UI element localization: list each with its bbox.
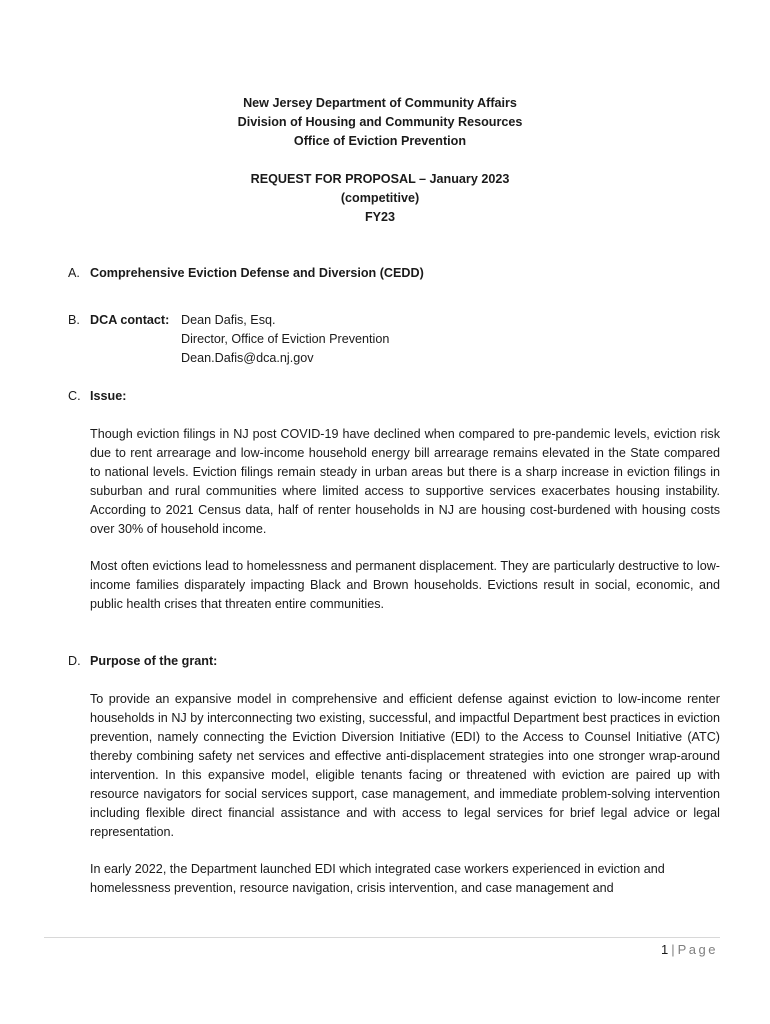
section-a-letter: A.: [68, 266, 80, 280]
document-header: [0, 94, 760, 227]
contact-role: Director, Office of Eviction Prevention: [181, 332, 390, 346]
page-separator: |: [671, 942, 675, 957]
division-name: Division of Housing and Community Resources: [237, 115, 523, 129]
section-d: [68, 652, 720, 671]
contact-email[interactable]: Dean.Dafis@dca.nj.gov: [181, 351, 314, 365]
section-a-title: Comprehensive Eviction Defense and Diversion (CEDD): [90, 266, 424, 280]
fiscal-year: FY23: [364, 210, 396, 224]
rfp-title: REQUEST FOR PROPOSAL – January 2023: [250, 172, 510, 186]
header-spacer: [0, 151, 760, 170]
section-d-letter: D.: [68, 654, 81, 668]
page-label: Page: [677, 942, 718, 957]
purpose-paragraph-1: To provide an expansive model in comprehensive and efficient defense against eviction to low-income renter households in NJ by interconnecting two existing, successful, and impactful Department best practices in eviction prevention, namely connecting the Eviction Diversion Initiative (EDI) to the Access to Counsel Initiative (ATC) thereby combining safety net services and effective anti-displacement strategies into one stronger wrap-around intervention. In this expansive model, eligible tenants facing or threatened with eviction are paired up with resource navigators for social services support, case management, and immediate problem-solving intervention including flexible direct financial assistance and with access to legal services for brief legal advice or legal representation.: [90, 692, 720, 839]
section-c-title: Issue:: [90, 389, 127, 403]
section-b-letter: B.: [68, 313, 80, 327]
page-number: 1: [661, 942, 669, 957]
purpose-paragraph-2: In early 2022, the Department launched EDI which integrated case workers experienced in eviction and homelessness prevention, resource navigation, crisis intervention, and case management and: [90, 862, 665, 895]
page-footer: [661, 941, 718, 959]
contact-name: Dean Dafis, Esq.: [181, 313, 276, 327]
section-d-title: Purpose of the grant:: [90, 654, 218, 668]
issue-paragraph-2: Most often evictions lead to homelessness and permanent displacement. They are particularly destructive to low-income families disparately impacting Black and Brown households. Evictions result in social, economic, and public health crises that threaten entire communities.: [90, 559, 720, 611]
issue-paragraph-1: Though eviction filings in NJ post COVID-19 have declined when compared to pre-pandemic levels, eviction risk due to rent arrearage and low-income household energy bill arrearage remains elevated in the State compared to national levels. Eviction filings remain steady in urban areas but there is a sharp increase in eviction filings in suburban and rural communities where limited access to supportive services exacerbates housing instability. According to 2021 Census data, half of renter households in NJ are housing cost-burdened with housing costs over 30% of household income.: [90, 427, 720, 536]
dca-contact-details: [181, 311, 389, 368]
office-name: Office of Eviction Prevention: [293, 134, 467, 148]
rfp-type: (competitive): [340, 191, 420, 205]
section-a: [68, 264, 720, 283]
section-c: [68, 387, 720, 406]
section-c-letter: C.: [68, 389, 81, 403]
footer-divider: [44, 937, 720, 938]
department-name: New Jersey Department of Community Affairs: [243, 96, 517, 110]
dca-contact-label: DCA contact:: [90, 313, 170, 327]
section-b: [68, 311, 720, 368]
